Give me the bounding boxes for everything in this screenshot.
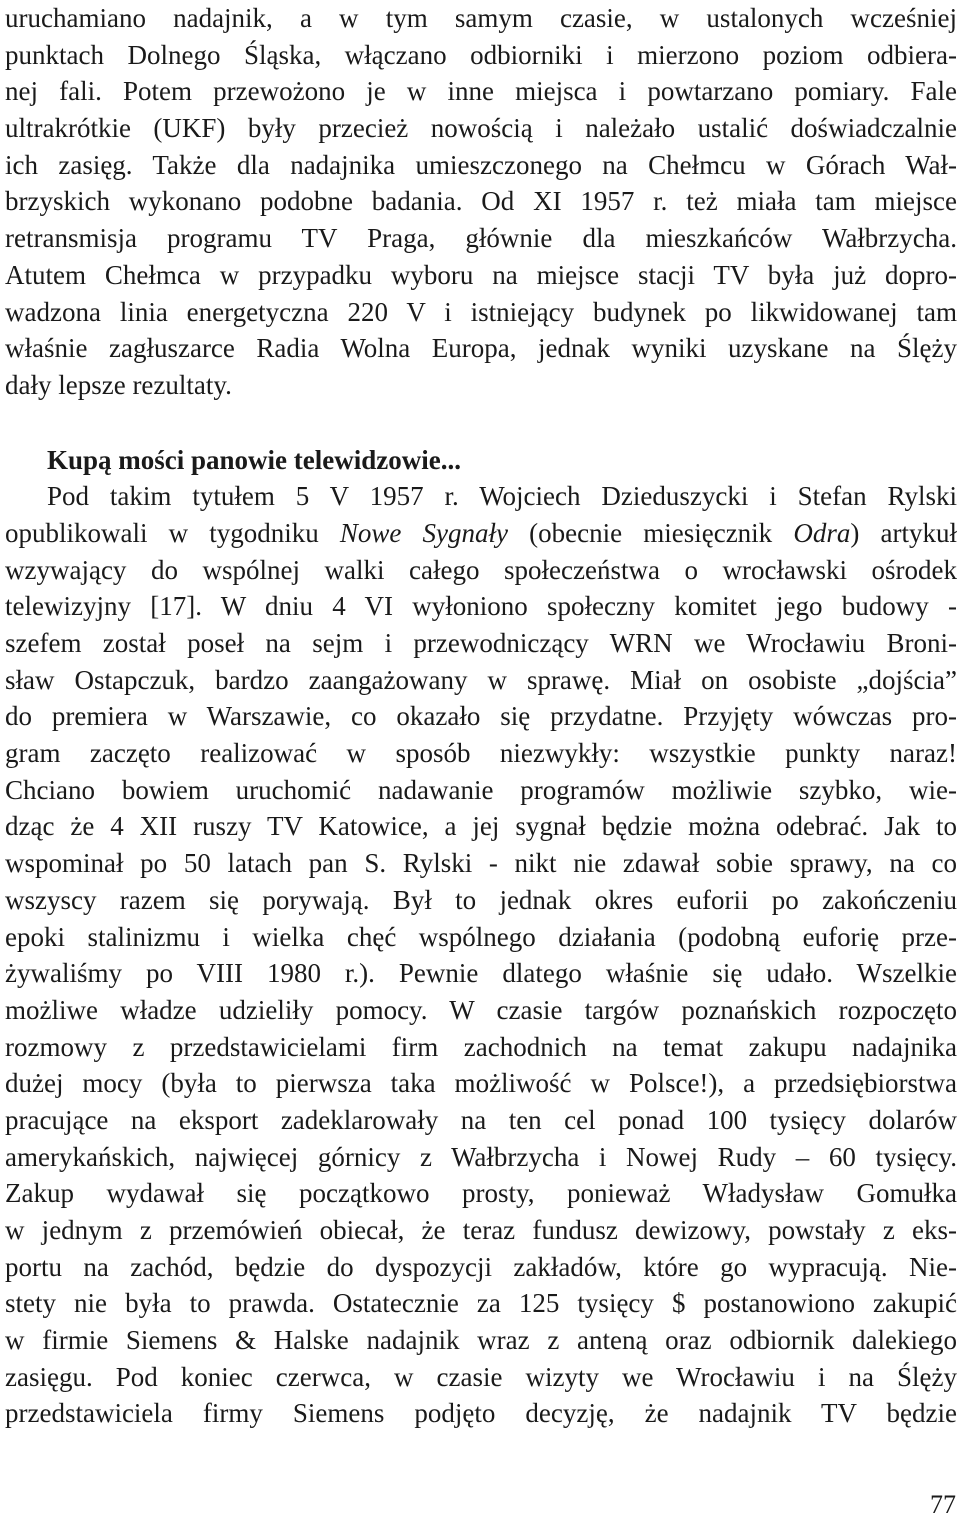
text-segment: ) artykuł (850, 517, 957, 548)
text-line: żywaliśmy po VIII 1980 r.). Pewnie dlatego właśnie się udało. Wszelkie (5, 958, 957, 989)
text-line: pracujące na eksport zadeklarowały na ten cel ponad 100 tysięcy dolarów (5, 1104, 957, 1135)
text-line: szefem został poseł na sejm i przewodniczący WRN we Wrocławiu Broni- (5, 628, 957, 658)
page-number: 77 (930, 1490, 956, 1519)
paragraph-2 (5, 478, 957, 1432)
text-line: zasięgu. Pod koniec czerwca, w czasie wizyty we Wrocławiu i na Ślęży (5, 1361, 957, 1392)
text-line-with-italics (5, 515, 957, 552)
text-line: Zakup wydawał się początkowo prosty, ponieważ Władysław Gomułka (5, 1178, 957, 1209)
text-line: retransmisja programu TV Praga, głównie dla mieszkańców Wałbrzycha. (5, 223, 957, 254)
text-line: dały lepsze rezultaty. (5, 369, 232, 400)
text-line: epoki stalinizmu i wielka chęć wspólnego działania (podobną euforię prze- (5, 921, 957, 952)
text-line: dząc że 4 XII ruszy TV Katowice, a jej sygnał będzie można odebrać. Jak to (5, 811, 957, 842)
text-line: stety nie była to prawda. Ostatecznie za 125 tysięcy $ postanowiono zakupić (5, 1288, 957, 1319)
text-line: telewizyjny [17]. W dniu 4 VI wyłoniono społeczny komitet jego budowy - (5, 591, 957, 622)
text-line: gram zaczęto realizować w sposób niezwykły: wszystkie punkty naraz! (5, 738, 957, 769)
text-line: wspominał po 50 latach pan S. Rylski - nikt nie zdawał sobie sprawy, na co (5, 848, 957, 879)
text-line: uruchamiano nadajnik, a w tym samym czasie, w ustalonych wcześniej (5, 3, 957, 33)
text-line: Chciano bowiem uruchomić nadawanie programów możliwie szybko, wie- (5, 774, 957, 805)
section-heading: Kupą mości panowie telewidzowie... (47, 444, 461, 475)
text-line: w firmie Siemens & Halske nadajnik wraz z anteną oraz odbiornik dalekiego (5, 1325, 957, 1356)
text-line: Pod takim tytułem 5 V 1957 r. Wojciech Dzieduszycki i Stefan Rylski (47, 481, 957, 512)
text-line: dużej mocy (była to pierwsza taka możliwość w Polsce!), a przedsiębiorstwa (5, 1068, 957, 1099)
document-page (5, 0, 957, 1432)
text-line: wzywający do wspólnej walki całego społeczeństwa o wrocławski ośrodek (5, 554, 957, 585)
text-line: nej fali. Potem przewożono je w inne miejsca i powtarzano pomiary. Fale (5, 76, 957, 107)
text-line: portu na zachód, będzie do dyspozycji zakładów, które go wypracują. Nie- (5, 1251, 957, 1282)
journal-title: Odra (793, 517, 851, 548)
text-segment: (obecnie miesięcznik (508, 517, 794, 548)
text-line: ultrakrótkie (UKF) były przecież nowością i należało ustalić doświadczalnie (5, 113, 957, 144)
text-line: właśnie zagłuszarce Radia Wolna Europa, jednak wyniki uzyskane na Ślęży (5, 333, 957, 364)
paragraph-1 (5, 0, 957, 404)
text-line: amerykańskich, najwięcej górnicy z Wałbrzycha i Nowej Rudy – 60 tysięcy. (5, 1141, 957, 1172)
text-line: wadzona linia energetyczna 220 V i istniejący budynek po likwidowanej tam (5, 296, 957, 327)
journal-title: Nowe Sygnały (339, 517, 509, 548)
text-line: do premiera w Warszawie, co okazało się przydatne. Przyjęty wówczas pro- (5, 701, 957, 732)
text-line: sław Ostapczuk, bardzo zaangażowany w sprawę. Miał on osobiste „dojścia” (5, 664, 957, 695)
text-line: w jednym z przemówień obiecał, że teraz fundusz dewizowy, powstały z eks- (5, 1215, 957, 1245)
text-line: brzyskich wykonano podobne badania. Od XI 1957 r. też miała tam miejsce (5, 186, 957, 217)
text-segment: opublikowali w tygodniku (5, 517, 340, 548)
text-line: punktach Dolnego Śląska, włączano odbiorniki i mierzono poziom odbiera- (5, 39, 957, 70)
text-line: możliwe władze udzieliły pomocy. W czasie targów poznańskich rozpoczęto (5, 994, 957, 1025)
text-line: przedstawiciela firmy Siemens podjęto decyzję, że nadajnik TV będzie (5, 1398, 957, 1429)
text-line: wszyscy razem się porywają. Był to jednak okres euforii po zakończeniu (5, 884, 957, 915)
text-line: Atutem Chełmca w przypadku wyboru na miejsce stacji TV była już dopro- (5, 259, 957, 290)
text-line: rozmowy z przedstawicielami firm zachodnich na temat zakupu nadajnika (5, 1031, 957, 1062)
section-spacer (5, 404, 957, 442)
text-line: ich zasięg. Także dla nadajnika umieszczonego na Chełmcu w Górach Wał- (5, 149, 957, 180)
